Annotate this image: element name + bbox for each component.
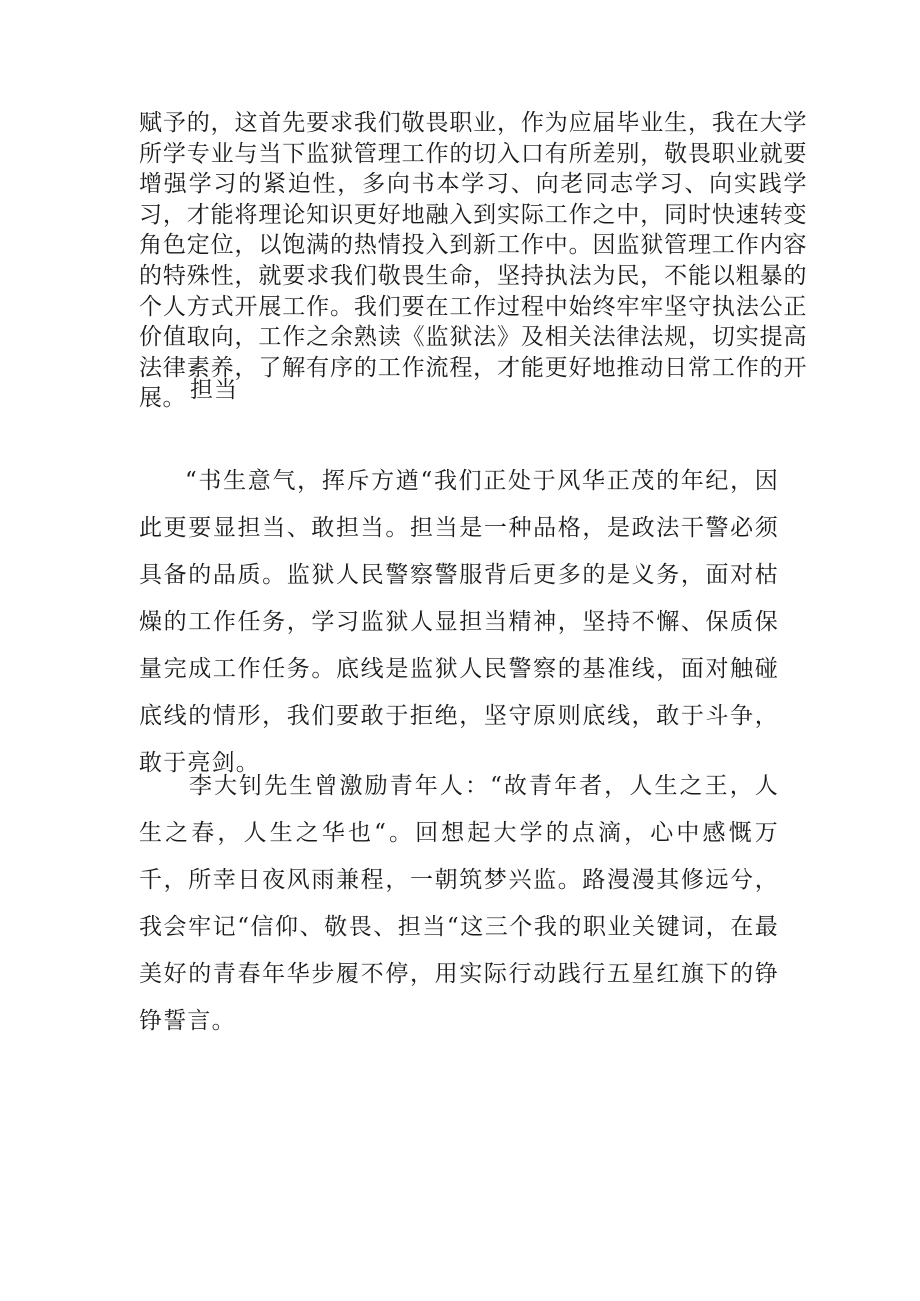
paragraph-responsibility: “书生意气，挥斥方遒“我们正处于风华正茂的年纪，因此更要显担当、敢担当。担当是一种品格，是政法干警必须具备的品质。监狱人民警察警服背后更多的是义务，面对枯燥的工作任务，学习监狱人显担当精神，坚持不懈、保质保量完成工作任务。底线是监狱人民警察的基准线，面对触碰底线的情形，我们要敢于拒绝，坚守原则底线，敢于斗争，敢于亮剑。	[139, 468, 779, 776]
paragraph-awe-of-profession: 赋予的，这首先要求我们敬畏职业，作为应届毕业生，我在大学所学专业与当下监狱管理工作的切入口有所差别，敬畏职业就要增强学习的紧迫性，多向书本学习、向老同志学习、向实践学习，才能将理论知识更好地融入到实际工作之中，同时快速转变角色定位，以饱满的热情投入到新工作中。因监狱管理工作内容的特殊性，就要求我们敬畏生命，坚持执法为民，不能以粗暴的个人方式开展工作。我们要在工作过程中始终牢牢坚守执法公正价值取向，工作之余熟读《监狱法》及相关法律法规，切实提高法律素养，了解有序的工作流程，才能更好地推动日常工作的开展。	[139, 110, 807, 412]
paragraph-youth-conclusion: 李大钊先生曾激励青年人：“故青年者，人生之王，人生之春，人生之华也“。回想起大学的点滴，心中感慨万千，所幸日夜风雨兼程，一朝筑梦兴监。路漫漫其修远兮，我会牢记“信仰、敬畏、担当“这三个我的职业关键词，在最美好的青春年华步履不停，用实际行动践行五星红旗下的铮铮誓言。	[139, 773, 779, 1034]
section-heading-responsibility: 担当	[190, 377, 238, 403]
